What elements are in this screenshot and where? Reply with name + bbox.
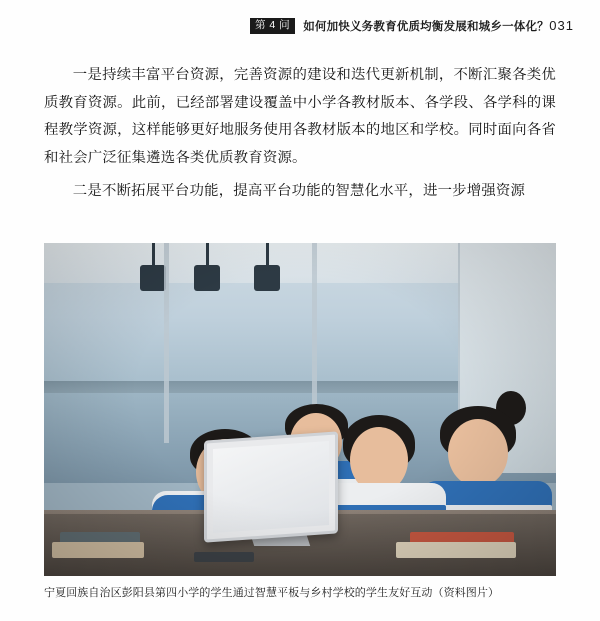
header-title: 如何加快义务教育优质均衡发展和城乡一体化？ xyxy=(303,21,549,33)
desk-book xyxy=(396,542,516,558)
page-number: 031 xyxy=(549,18,574,33)
tablet-screen xyxy=(213,441,329,533)
student-head xyxy=(448,419,508,487)
ceiling-lamp xyxy=(254,265,280,291)
body-content xyxy=(44,62,556,212)
desk-book xyxy=(52,542,144,558)
lamp-stem xyxy=(152,243,155,267)
window-mullion xyxy=(164,243,169,443)
lamp-stem xyxy=(266,243,269,267)
question-badge: 第 4 问 xyxy=(250,18,295,34)
smart-tablet xyxy=(204,431,338,542)
ceiling-lamp xyxy=(140,265,166,291)
desk-book xyxy=(194,552,254,562)
figure-image xyxy=(44,243,556,576)
figure xyxy=(44,243,556,601)
ceiling-lamp xyxy=(194,265,220,291)
paragraph-1: 一是持续丰富平台资源，完善资源的建设和迭代更新机制，不断汇聚各类优质教育资源。此前，已经部署建设覆盖中小学各教材版本、各学段、各学科的课程教学资源，这样能够更好地服务使用各教材版本的地区和学校。同时面向各省和社会广泛征集遴选各类优质教育资源。 xyxy=(44,67,556,166)
figure-caption: 宁夏回族自治区彭阳县第四小学的学生通过智慧平板与乡村学校的学生友好互动（资料图片） xyxy=(44,587,500,599)
paragraph-2: 二是不断拓展平台功能，提高平台功能的智慧化水平，进一步增强资源 xyxy=(72,183,526,199)
page-header xyxy=(0,18,600,48)
lamp-stem xyxy=(206,243,209,267)
header-title-group xyxy=(250,18,549,34)
